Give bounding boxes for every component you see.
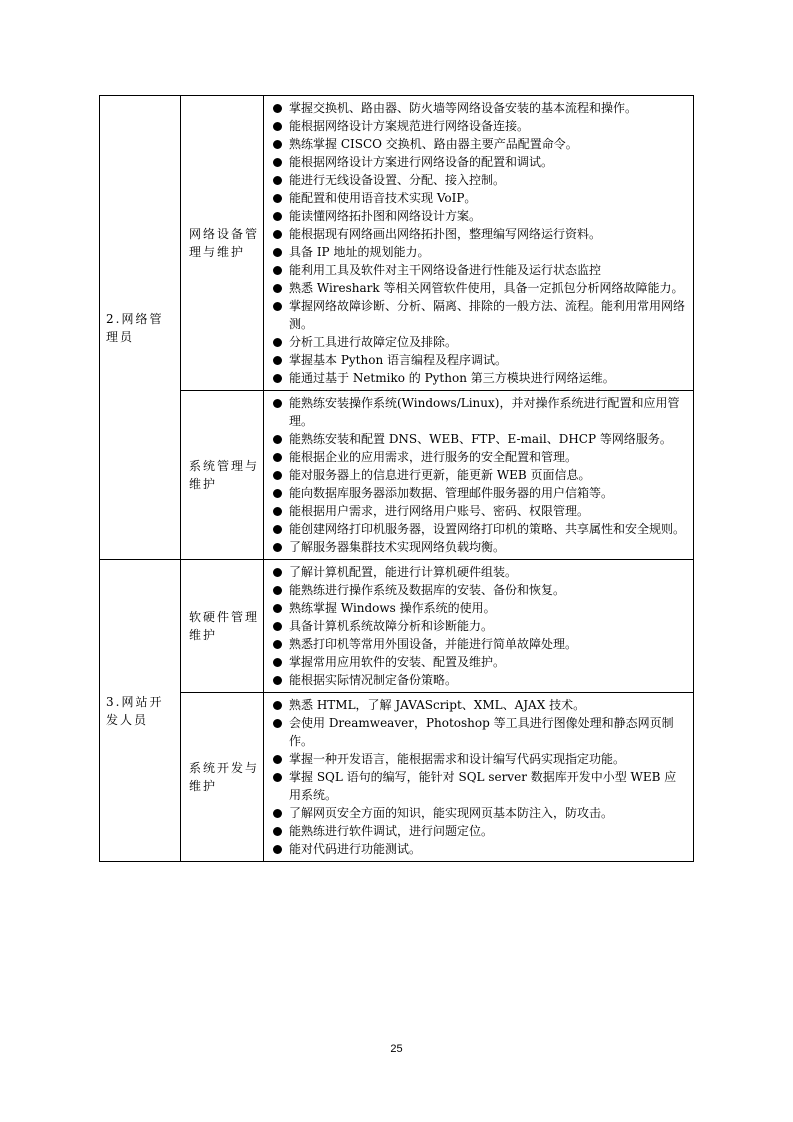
skill-list bbox=[270, 696, 685, 858]
skills-cell bbox=[264, 96, 694, 391]
table-row bbox=[100, 560, 694, 693]
skill-item: 能根据网络设计方案进行网络设备的配置和调试。 bbox=[270, 153, 685, 171]
skill-item: 能向数据库服务器添加数据、管理邮件服务器的用户信箱等。 bbox=[270, 484, 685, 502]
page-number: 25 bbox=[390, 1043, 403, 1055]
area-cell-hw-sw-maintenance: 软硬件管理维护 bbox=[181, 560, 264, 693]
skill-item: 熟悉打印机等常用外围设备，并能进行简单故障处理。 bbox=[270, 635, 685, 653]
skill-item: 能根据网络设计方案规范进行网络设备连接。 bbox=[270, 117, 685, 135]
skill-item: 能对代码进行功能测试。 bbox=[270, 840, 685, 858]
skill-item: 能对服务器上的信息进行更新，能更新 WEB 页面信息。 bbox=[270, 466, 685, 484]
skill-item: 能熟练安装操作系统(Windows/Linux)，并对操作系统进行配置和应用管理。 bbox=[270, 394, 685, 430]
skills-cell bbox=[264, 560, 694, 693]
role-cell-web-developer: 3.网站开发人员 bbox=[100, 560, 181, 862]
skill-item: 掌握常用应用软件的安装、配置及维护。 bbox=[270, 653, 685, 671]
skill-list bbox=[270, 99, 685, 387]
skill-list bbox=[270, 394, 685, 556]
skills-cell bbox=[264, 391, 694, 560]
area-cell-network-device: 网络设备管理与维护 bbox=[181, 96, 264, 391]
skills-cell bbox=[264, 693, 694, 862]
skill-item: 了解计算机配置，能进行计算机硬件组装。 bbox=[270, 563, 685, 581]
skill-item: 熟练掌握 Windows 操作系统的使用。 bbox=[270, 599, 685, 617]
skill-item: 能创建网络打印机服务器，设置网络打印机的策略、共享属性和安全规则。 bbox=[270, 520, 685, 538]
skill-item: 能根据现有网络画出网络拓扑图，整理编写网络运行资料。 bbox=[270, 225, 685, 243]
table-row bbox=[100, 693, 694, 862]
role-cell-network-admin: 2.网络管理员 bbox=[100, 96, 181, 560]
skill-item: 能通过基于 Netmiko 的 Python 第三方模块进行网络运维。 bbox=[270, 369, 685, 387]
skill-item: 熟悉 Wireshark 等相关网管软件使用，具备一定抓包分析网络故障能力。 bbox=[270, 279, 685, 297]
area-cell-system-admin: 系统管理与维护 bbox=[181, 391, 264, 560]
skill-item: 熟练掌握 CISCO 交换机、路由器主要产品配置命令。 bbox=[270, 135, 685, 153]
skill-item: 能熟练进行操作系统及数据库的安装、备份和恢复。 bbox=[270, 581, 685, 599]
table-row bbox=[100, 96, 694, 391]
skill-item: 能根据实际情况制定备份策略。 bbox=[270, 671, 685, 689]
area-cell-system-development: 系统开发与维护 bbox=[181, 693, 264, 862]
skill-item: 具备 IP 地址的规划能力。 bbox=[270, 243, 685, 261]
job-skills-table bbox=[99, 95, 694, 862]
skill-list bbox=[270, 563, 685, 689]
skill-item: 能根据用户需求，进行网络用户账号、密码、权限管理。 bbox=[270, 502, 685, 520]
table-row bbox=[100, 391, 694, 560]
skill-item: 掌握 SQL 语句的编写，能针对 SQL server 数据库开发中小型 WEB 应用系统。 bbox=[270, 768, 685, 804]
skill-item: 了解服务器集群技术实现网络负载均衡。 bbox=[270, 538, 685, 556]
skill-item: 掌握一种开发语言，能根据需求和设计编写代码实现指定功能。 bbox=[270, 750, 685, 768]
skill-item: 能利用工具及软件对主干网络设备进行性能及运行状态监控 bbox=[270, 261, 685, 279]
skill-item: 能读懂网络拓扑图和网络设计方案。 bbox=[270, 207, 685, 225]
skill-item: 掌握交换机、路由器、防火墙等网络设备安装的基本流程和操作。 bbox=[270, 99, 685, 117]
skill-item: 掌握基本 Python 语言编程及程序调试。 bbox=[270, 351, 685, 369]
skill-item: 能根据企业的应用需求，进行服务的安全配置和管理。 bbox=[270, 448, 685, 466]
skill-item: 熟悉 HTML，了解 JAVAScript、XML、AJAX 技术。 bbox=[270, 696, 685, 714]
skill-item: 掌握网络故障诊断、分析、隔离、排除的一般方法、流程。能利用常用网络测。 bbox=[270, 297, 685, 333]
skill-item: 能进行无线设备设置、分配、接入控制。 bbox=[270, 171, 685, 189]
skill-item: 分析工具进行故障定位及排除。 bbox=[270, 333, 685, 351]
skill-item: 会使用 Dreamweaver，Photoshop 等工具进行图像处理和静态网页制作。 bbox=[270, 714, 685, 750]
skill-item: 具备计算机系统故障分析和诊断能力。 bbox=[270, 617, 685, 635]
skill-item: 能熟练进行软件调试，进行问题定位。 bbox=[270, 822, 685, 840]
skill-item: 能配置和使用语音技术实现 VoIP。 bbox=[270, 189, 685, 207]
skill-item: 能熟练安装和配置 DNS、WEB、FTP、E-mail、DHCP 等网络服务。 bbox=[270, 430, 685, 448]
skill-item: 了解网页安全方面的知识，能实现网页基本防注入，防攻击。 bbox=[270, 804, 685, 822]
